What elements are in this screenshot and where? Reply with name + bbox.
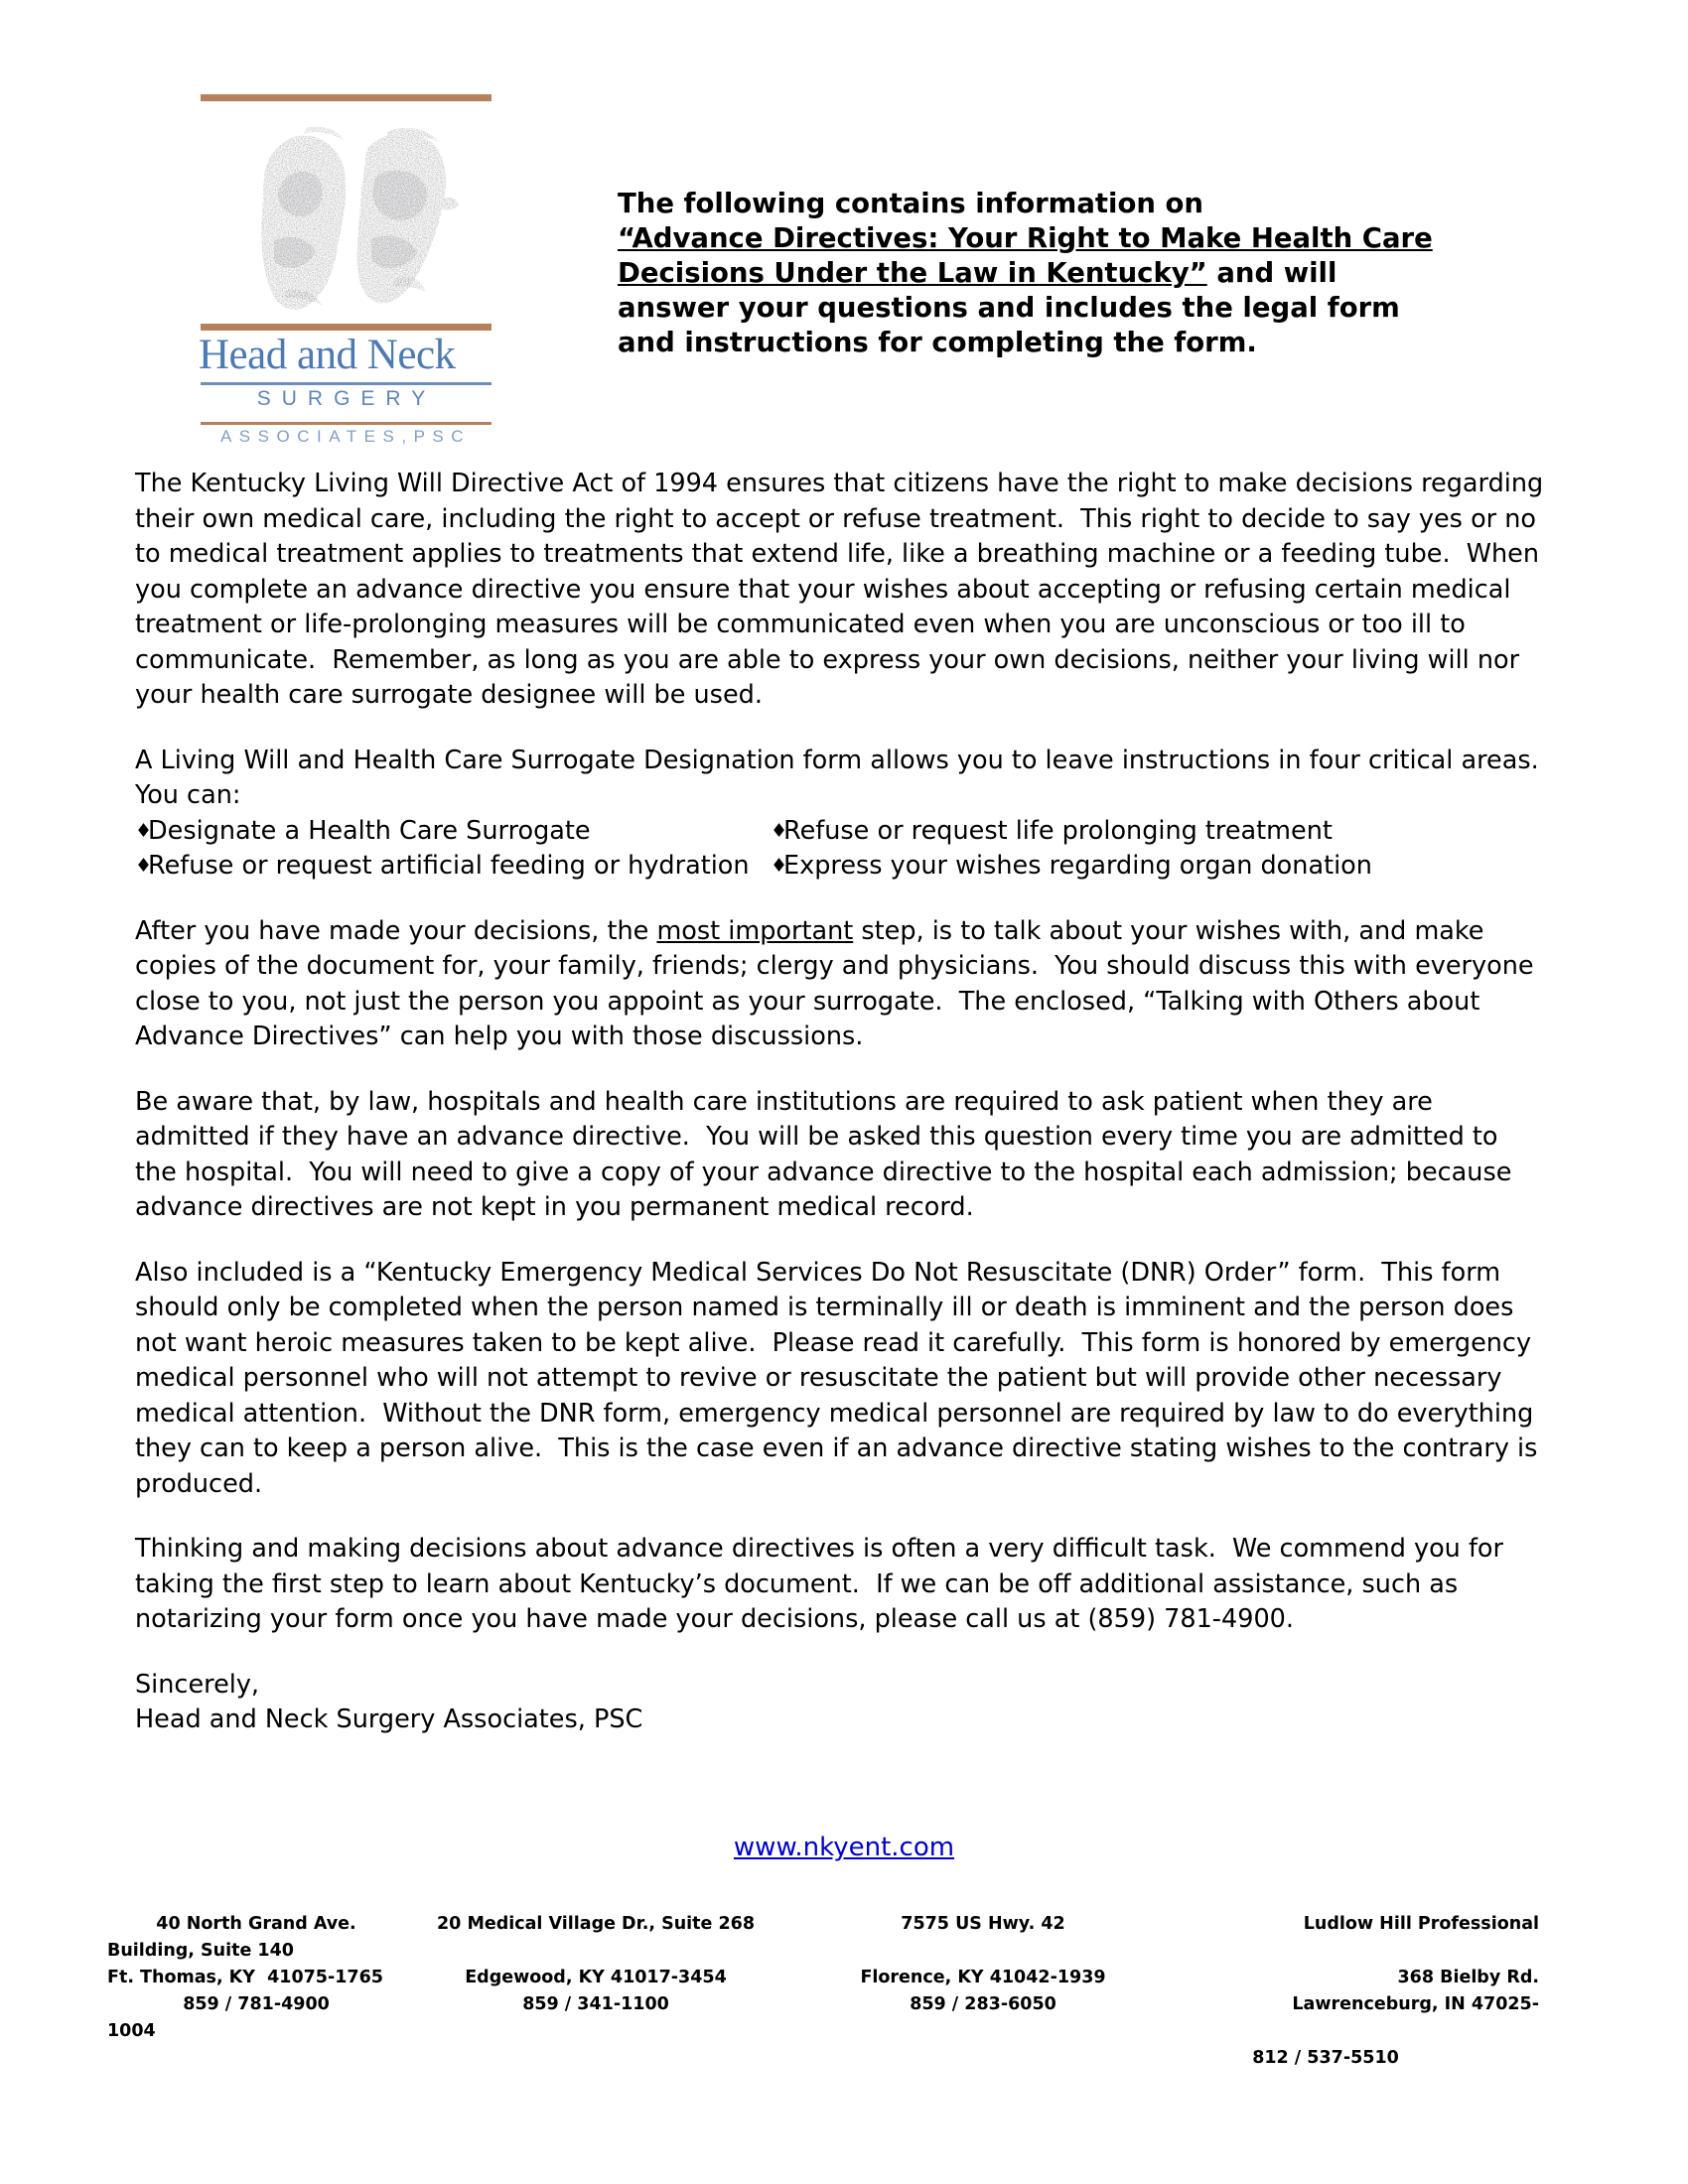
header-quote-line-2: Decisions Under the Law in Kentucky” <box>618 257 1207 289</box>
website-link-container <box>0 1833 1688 1862</box>
footer-line: 1004 <box>107 2021 156 2041</box>
footer-spacer <box>437 1938 755 1965</box>
bullet-label: Refuse or request life prolonging treatment <box>783 815 1333 846</box>
footer-column-florence <box>834 1911 1132 2018</box>
bullet-row <box>135 849 1545 885</box>
bullet-label: Refuse or request artificial feeding or hydration <box>148 851 750 881</box>
bullet-list <box>135 814 1545 885</box>
closing-line: Sincerely, <box>135 1669 260 1700</box>
footer-spacer <box>834 1938 1132 1965</box>
logo-sketch-icon <box>246 122 460 321</box>
paragraph-2: A Living Will and Health Care Surrogate Designation form allows you to leave instructions in four critical areas. You can: <box>135 745 1555 810</box>
diamond-bullet-icon: ♦ <box>771 819 788 842</box>
paragraph-1: The Kentucky Living Will Directive Act of 1994 ensures that citizens have the right to make decisions regarding their own medical care, including the right to accept or refuse treatment. This right to decide to say yes or no to medical treatment applies to treatments that extend life, like a breathing machine or a feeding tube. When you complete an advance directive you ensure that your wishes about accepting or refusing certain medical treatment or life-prolonging measures will be communicated even when you are unconscious or too ill to communicate. Remember, as long as you are able to express your own decisions, neither your living will nor your health care surrogate designee will be used. <box>135 469 1552 710</box>
footer-line: 859 / 283-6050 <box>910 1994 1056 2014</box>
paragraph-5: Also included is a “Kentucky Emergency Medical Services Do Not Resuscitate (DNR) Order” form. This form should only be completed when the person named is terminally ill or death is imminent and the person does not want heroic measures taken to be kept alive. Please read it carefully. This form is honored by emergency medical personnel who will not attempt to revive or resuscitate the patient but will provide other necessary medical attention. Without the DNR form, emergency medical personnel are required by law to do everything they can to keep a person alive. This is the case even if an advance directive stating wishes to the contrary is produced. <box>135 1257 1546 1499</box>
company-logo <box>167 38 494 455</box>
footer-addresses <box>0 1911 1688 2159</box>
footer-line: 859 / 341-1100 <box>522 1994 669 2014</box>
signature-line: Head and Neck Surgery Associates, PSC <box>135 1705 643 1734</box>
bullet-column-left <box>135 849 771 885</box>
footer-line: Ludlow Hill Professional <box>1303 1914 1539 1934</box>
list-item <box>771 849 1545 885</box>
bullet-row <box>135 814 1545 850</box>
bullet-label: Express your wishes regarding organ donation <box>783 851 1372 881</box>
footer-line: Florence, KY 41042-1939 <box>860 1968 1106 1987</box>
footer-line: 40 North Grand Ave. <box>156 1914 356 1934</box>
diamond-bullet-icon: ♦ <box>135 855 153 877</box>
footer-line: Building, Suite 140 <box>107 1941 294 1961</box>
list-item <box>771 814 1545 850</box>
logo-rule-middle <box>201 324 492 331</box>
footer-line: 368 Bielby Rd. <box>1397 1968 1539 1987</box>
diamond-bullet-icon: ♦ <box>135 819 153 842</box>
list-item <box>135 849 771 885</box>
header-quote-line-1: “Advance Directives: Your Right to Make Health Care <box>618 222 1433 254</box>
bullet-column-right <box>771 849 1545 885</box>
logo-rule-top <box>201 94 492 101</box>
footer-line: 7575 US Hwy. 42 <box>901 1914 1065 1934</box>
list-item <box>135 814 771 850</box>
document-header <box>0 0 1688 467</box>
footer-line: Lawrenceburg, IN 47025- <box>1292 1994 1539 2014</box>
paragraph-3-after: step, is to talk about your wishes with, and make copies of the document for, your family, friends; clergy and physicians. You should discuss this with everyone close to you, not just the person you appoint as your surrogate. The enclosed, “Talking with Others about Advance Directives” can help you with those discussions. <box>135 915 1542 1051</box>
paragraph-3 <box>135 914 1545 1055</box>
header-line-5: and instructions for completing the form. <box>618 327 1257 358</box>
footer-spacer <box>1152 1938 1539 1965</box>
logo-rule-under-name <box>201 382 492 385</box>
paragraph-3-before: After you have made your decisions, the <box>135 915 657 946</box>
document-body <box>135 467 1555 1768</box>
bullet-column-left <box>135 814 771 850</box>
header-intro-text <box>618 187 1491 360</box>
logo-company-name: Head and Neck <box>199 332 456 378</box>
logo-surgery-text: SURGERY <box>256 387 437 410</box>
header-line-1: The following contains information on <box>618 188 1203 219</box>
footer-column-lawrenceburg <box>1152 1911 1539 2072</box>
footer-line: 812 / 537-5510 <box>1252 2048 1399 2068</box>
bullet-column-right <box>771 814 1545 850</box>
paragraph-6: Thinking and making decisions about advance directives is often a very difficult task. We commend you for taking the first step to learn about Kentucky’s document. If we can be off additional assistance, such as notarizing your form once you have made your decisions, please call us at (859) 781-4900. <box>135 1534 1512 1634</box>
diamond-bullet-icon: ♦ <box>771 855 788 877</box>
footer-line: Edgewood, KY 41017-3454 <box>465 1968 727 1987</box>
footer-column-ft-thomas <box>107 1911 405 2045</box>
paragraph-4: Be aware that, by law, hospitals and health care institutions are required to ask patient when they are admitted if they have an advance directive. You will be asked this question every time you are admitted to the hospital. You will need to give a copy of your advance directive to the hospital each admission; because advance directives are not kept in you permanent medical record. <box>135 1086 1520 1222</box>
logo-associates-text: ASSOCIATES,PSC <box>219 427 472 446</box>
footer-line: Ft. Thomas, KY 41075-1765 <box>107 1968 383 1987</box>
header-line-4: answer your questions and includes the legal form <box>618 292 1400 324</box>
bullet-label: Designate a Health Care Surrogate <box>148 815 591 846</box>
footer-column-edgewood <box>437 1911 755 2018</box>
logo-rule-under-surgery <box>201 422 492 425</box>
footer-line: 859 / 781-4900 <box>183 1994 330 2014</box>
website-link[interactable]: www.nkyent.com <box>733 1833 955 1862</box>
footer-line: 20 Medical Village Dr., Suite 268 <box>437 1914 756 1934</box>
emphasis-most-important: most important <box>656 915 854 946</box>
header-after-quote: and will <box>1206 257 1337 289</box>
